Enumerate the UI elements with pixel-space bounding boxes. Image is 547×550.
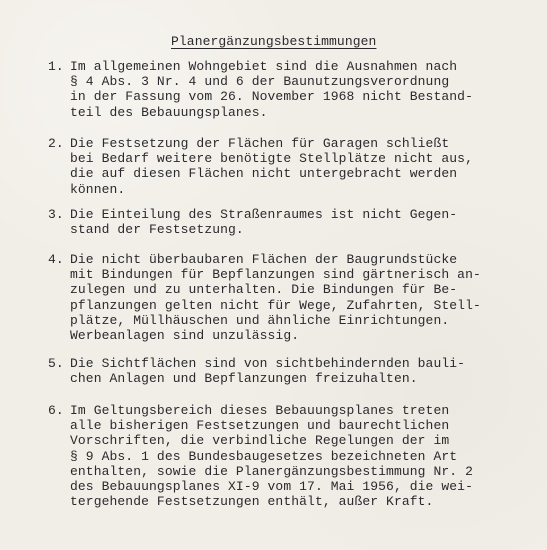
provision-line: tergehende Festsetzungen enthält, außer Kraft. [70,494,434,510]
provision-line: Die Festsetzung der Flächen für Garagen schließt [70,136,450,151]
provision-line: Die nicht überbaubaren Flächen der Baugrundstücke [70,252,458,267]
provision-text [70,207,510,237]
provision-number: 3. [48,207,64,222]
provision-number: 4. [48,252,64,267]
provision-line: § 4 Abs. 3 Nr. 4 und 6 der Baunutzungsverordnung [70,74,450,90]
provision-text [70,252,510,343]
provision-line: chen Anlagen und Bepflanzungen freizuhalten. [70,371,418,387]
provision-line: § 9 Abs. 1 des Bundesbaugesetzes bezeichneten Art [70,448,458,464]
provision-line: plätze, Müllhäuschen und ähnliche Einrichtungen. [70,312,450,328]
provision-line: die auf diesen Flächen nicht untergebracht werden [70,166,458,182]
provision-number: 5. [48,356,64,371]
provision-line: Die Sichtflächen sind von sichtbehindernden bauli- [70,356,466,371]
provision-number: 2. [48,136,64,151]
provision-text [70,356,510,386]
provision-line: in der Fassung vom 26. November 1968 nicht Bestand- [70,89,473,105]
provision-line: mit Bindungen für Bepflanzungen sind gärtnerisch an- [70,267,481,283]
provision-line: Im Geltungsbereich dieses Bebauungsplanes treten [70,403,450,418]
provision-text [70,136,510,197]
provision-line: bei Bedarf weitere benötigte Stellplätze nicht aus, [70,151,473,167]
provision-line: alle bisherigen Festsetzungen und baurechtlichen [70,418,450,434]
provision-line: pflanzungen gelten nicht für Wege, Zufahrten, Stell- [70,297,481,313]
provision-line: Die Einteilung des Straßenraumes ist nicht Gegen- [70,207,458,222]
provision-line: Im allgemeinen Wohngebiet sind die Ausnahmen nach [70,59,458,74]
provision-line: Werbeanlagen sind unzulässig. [70,327,300,343]
provision-number: 1. [48,59,64,74]
provision-line: Vorschriften, die verbindliche Regelungen der im [70,433,450,449]
provision-line: des Bebauungsplanes XI-9 vom 17. Mai 1956, die wei- [70,478,473,494]
provision-line: teil des Bebauungsplanes. [70,104,268,120]
document-title: Planergänzungsbestimmungen [171,34,377,49]
provision-text [70,403,510,509]
provision-line: können. [70,181,126,197]
provision-line: stand der Festsetzung. [70,222,244,238]
provision-line: zulegen und zu unterhalten. Die Bindungen für Be- [70,282,458,298]
provision-number: 6. [48,403,64,418]
provision-line: enthalten, sowie die Planergänzungsbestimmung Nr. 2 [70,463,473,479]
provision-text [70,59,510,120]
